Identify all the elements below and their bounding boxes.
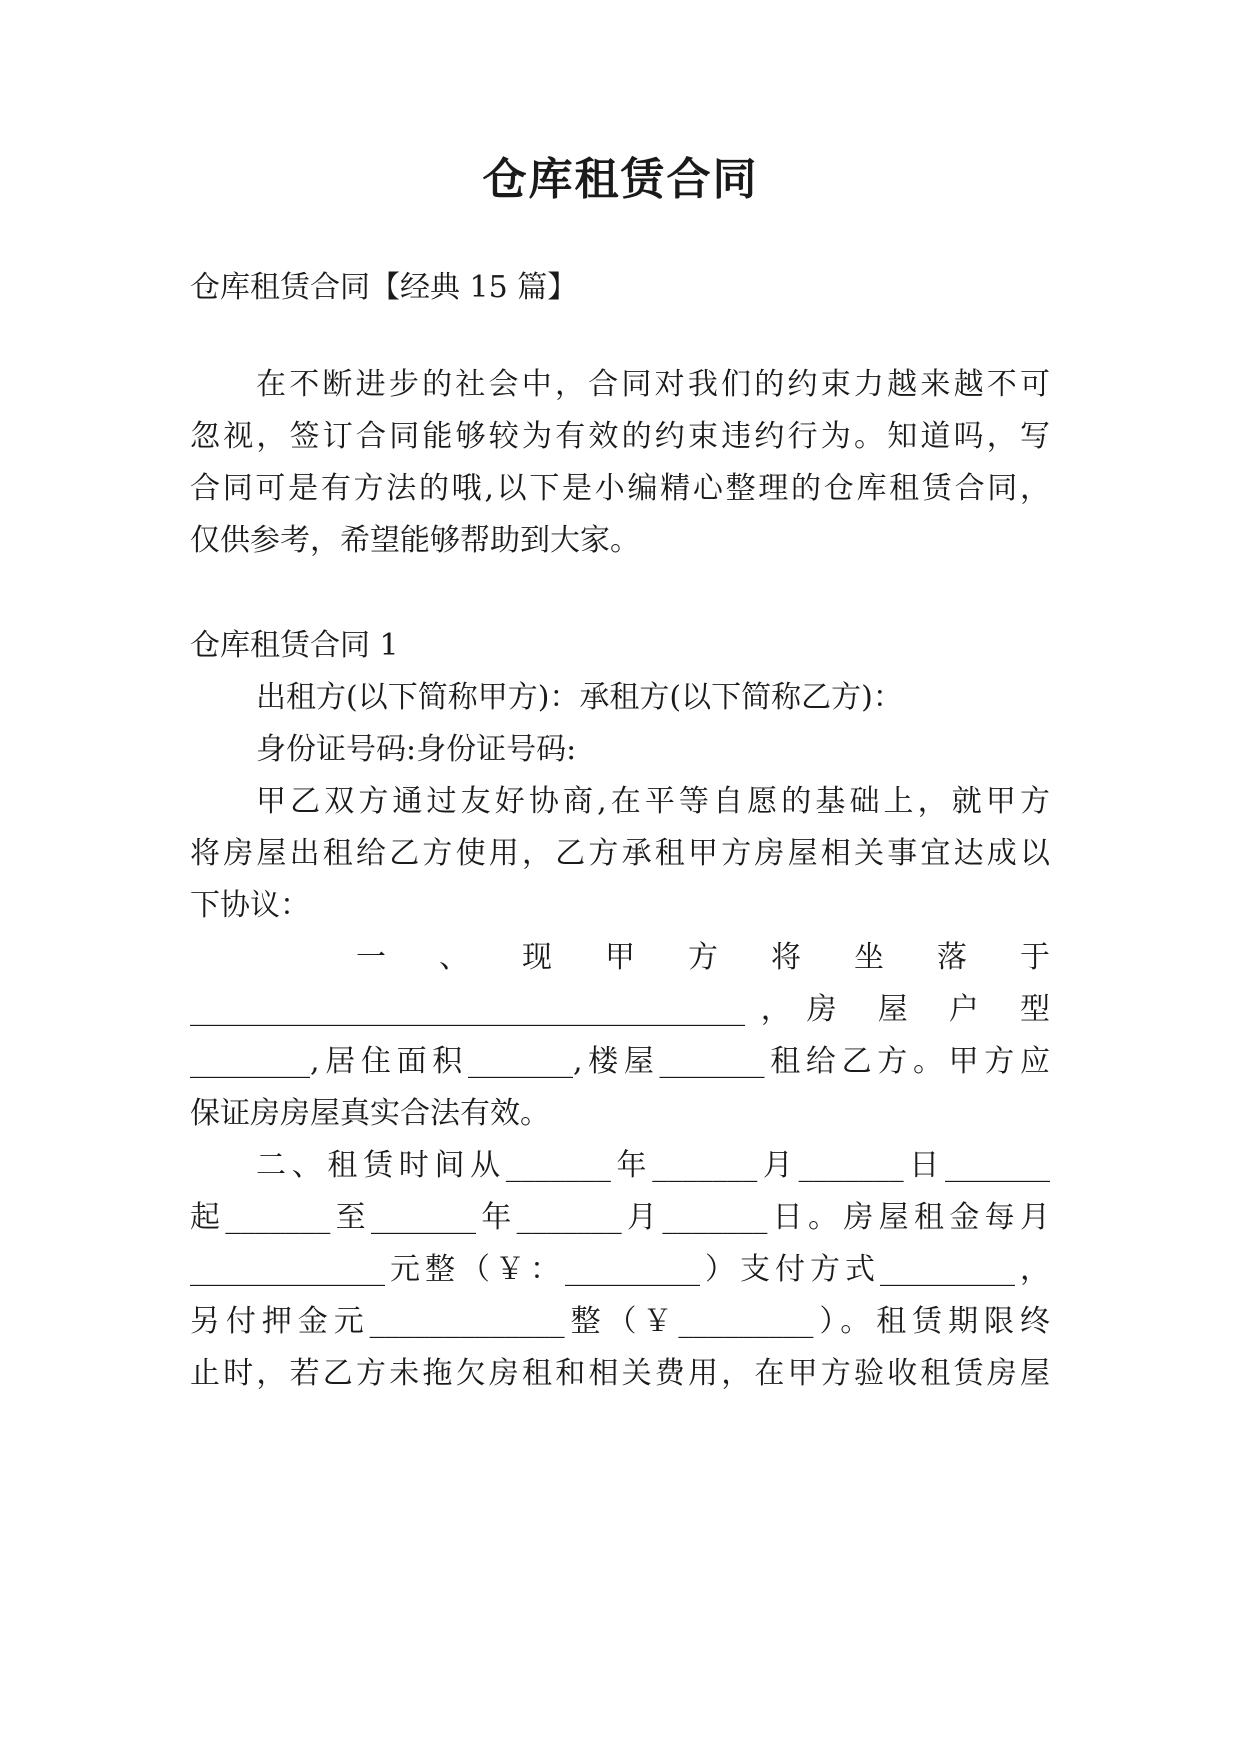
clause-1-line-3: ________,居住面积_______,楼屋_______租给乙方。甲方应	[190, 1044, 1050, 1079]
clause-1-char: 将	[771, 940, 801, 975]
clause-2-line-5: 止时，若乙方未拖欠房租和相关费用，在甲方验收租赁房屋	[190, 1356, 1050, 1391]
clause-1-char: 坐	[854, 940, 884, 975]
clause-1-char: 一	[356, 940, 386, 975]
parties-line: 出租方(以下简称甲方)：承租方(以下简称乙方)：	[256, 680, 903, 715]
clause-1-char: 于	[1020, 940, 1050, 975]
agreement-line-3: 下协议：	[190, 888, 310, 923]
intro-line-2: 忽视，签订合同能够较为有效的约束违约行为。知道吗，写	[190, 419, 1050, 454]
clause-1-line-2: _____________________________________，房 屋 户 型	[190, 992, 1050, 1027]
clause-1-line-4: 保证房房屋真实合法有效。	[190, 1096, 550, 1131]
contract-heading: 仓库租赁合同 1	[190, 628, 399, 663]
clause-2-line-4: 另付押金元_____________整（￥_________）。租赁期限终	[190, 1304, 1050, 1339]
page-title: 仓库租赁合同	[482, 154, 759, 205]
clause-1-char: 、	[439, 940, 469, 975]
clause-2-line-2: 起_______至_______年_______月_______日。房屋租金每月	[190, 1200, 1050, 1235]
clause-1-char: 方	[688, 940, 718, 975]
agreement-line-2: 将房屋出租给乙方使用，乙方承租甲方房屋相关事宜达成以	[190, 836, 1050, 871]
document-subtitle: 仓库租赁合同【经典 15 篇】	[190, 270, 578, 305]
id-number-line: 身份证号码:身份证号码:	[256, 732, 577, 767]
clause-1-char: 落	[937, 940, 967, 975]
clause-2-line-3: _____________元整（￥：_________）支付方式_________，	[190, 1252, 1050, 1287]
clause-1-char: 甲	[605, 940, 635, 975]
clause-1-opening	[190, 938, 1050, 978]
intro-line-1: 在不断进步的社会中，合同对我们的约束力越来越不可	[256, 367, 1050, 402]
intro-line-3: 合同可是有方法的哦,以下是小编精心整理的仓库租赁合同，	[190, 471, 1050, 506]
intro-line-4: 仅供参考，希望能够帮助到大家。	[190, 523, 640, 558]
clause-1-char: 现	[522, 940, 552, 975]
clause-2-line-1: 二、租赁时间从_______年_______月_______日_______	[256, 1148, 1050, 1183]
agreement-line-1: 甲乙双方通过友好协商,在平等自愿的基础上，就甲方	[256, 784, 1050, 819]
